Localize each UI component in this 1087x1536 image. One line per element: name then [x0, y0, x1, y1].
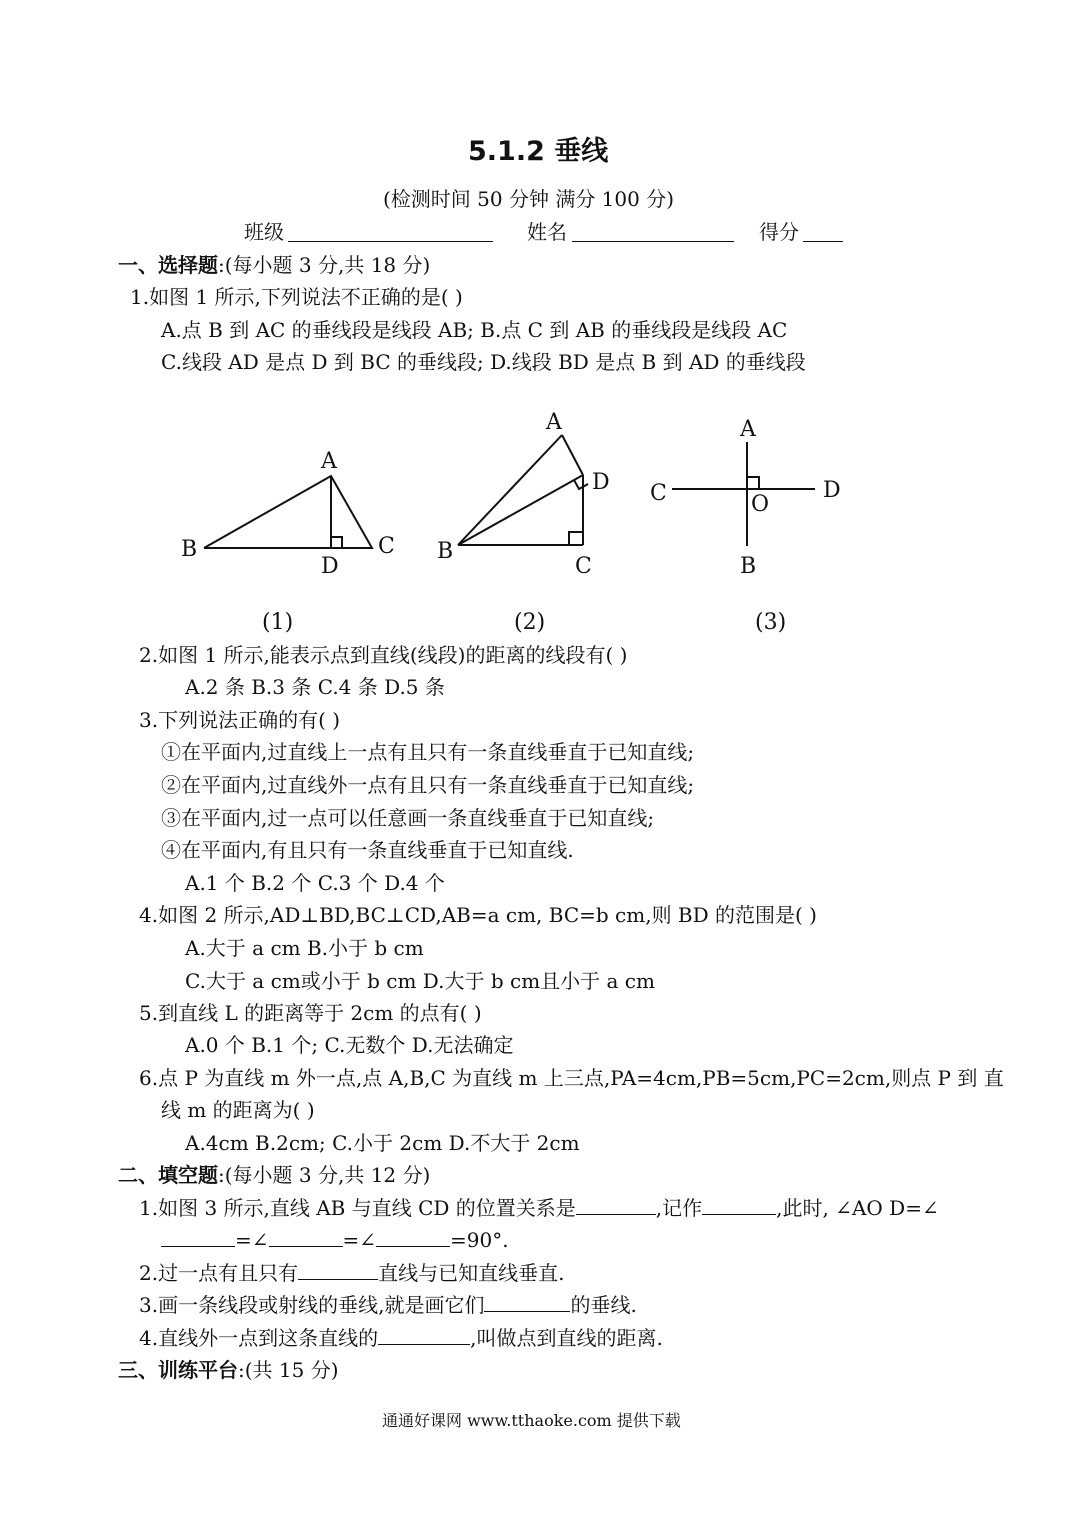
fig3-label-a: A: [740, 417, 756, 442]
q6-stem-line2: 线 m 的距离为( ): [161, 1098, 315, 1122]
fig2-right-angle-c: [569, 532, 583, 545]
fig2-ad: [562, 435, 583, 475]
q3-options: A.1 个 B.2 个 C.3 个 D.4 个: [185, 871, 445, 895]
fig2-ab: [458, 435, 562, 545]
fill-q4-text-a: 4.直线外一点到这条直线的: [139, 1326, 379, 1350]
q5-options: A.0 个 B.1 个; C.无数个 D.无法确定: [185, 1033, 514, 1057]
section3-title: 三、训练平台: [118, 1358, 238, 1382]
q1-options-ab: A.点 B 到 AC 的垂线段是线段 AB; B.点 C 到 AB 的垂线段是线段 AC: [161, 318, 788, 342]
section1-note: :(每小题 3 分,共 18 分): [218, 253, 431, 277]
section3-heading: [118, 1360, 339, 1380]
fig1-label-c: C: [378, 534, 395, 559]
fig1-caption: (1): [262, 610, 294, 635]
section2-title: 二、填空题: [118, 1163, 218, 1187]
fill-q2: [139, 1263, 564, 1283]
fig3-label-c: C: [650, 481, 667, 506]
q3-stem: 3.下列说法正确的有( ): [139, 708, 341, 732]
fig3-label-b: B: [740, 554, 757, 579]
q4-stem: 4.如图 2 所示,AD⊥BD,BC⊥CD,AB=a cm, BC=b cm,则 BD 的范围是( ): [139, 903, 817, 927]
fill-q2-text-b: 直线与已知直线垂直.: [378, 1261, 565, 1285]
fill-q3-text-b: 的垂线.: [570, 1293, 637, 1317]
fill-q4-text-b: ,叫做点到直线的距离.: [470, 1326, 663, 1350]
fill-q4: [139, 1328, 663, 1348]
name-label: 姓名: [527, 220, 567, 244]
fill-q1-text-d: =∠: [235, 1228, 269, 1252]
q3-statement-2: ②在平面内,过直线外一点有且只有一条直线垂直于已知直线;: [161, 773, 695, 797]
fill-q1-text-a: 1.如图 3 所示,直线 AB 与直线 CD 的位置关系是: [139, 1196, 576, 1220]
fill-q3-text-a: 3.画一条线段或射线的垂线,就是画它们: [139, 1293, 485, 1317]
q1-stem: 1.如图 1 所示,下列说法不正确的是( ): [130, 285, 463, 309]
q4-options-cd: C.大于 a cm或小于 b cm D.大于 b cm且小于 a cm: [185, 969, 655, 993]
q3-statement-4: ④在平面内,有且只有一条直线垂直于已知直线.: [161, 838, 574, 862]
q6-stem-line1: 6.点 P 为直线 m 外一点,点 A,B,C 为直线 m 上三点,PA=4cm,PB=5cm,PC=2cm,则点 P 到 直: [139, 1066, 1004, 1090]
fig2-label-c: C: [575, 554, 592, 579]
section1-title: 一、选择题: [118, 253, 218, 277]
figure-1: [181, 449, 395, 635]
fill-q1-blank-notation[interactable]: [702, 1213, 776, 1215]
q1-options-cd: C.线段 AD 是点 D 到 BC 的垂线段; D.线段 BD 是点 B 到 AD 的垂线段: [161, 350, 806, 374]
fig2-label-b: B: [437, 539, 454, 564]
q3-statement-1: ①在平面内,过直线上一点有且只有一条直线垂直于已知直线;: [161, 740, 695, 764]
fig1-label-d: D: [321, 554, 339, 579]
fig2-caption: (2): [514, 610, 546, 635]
q5-stem: 5.到直线 L 的距离等于 2cm 的点有( ): [139, 1001, 482, 1025]
fill-q2-text-a: 2.过一点有且只有: [139, 1261, 299, 1285]
section3-note: :(共 15 分): [238, 1358, 339, 1382]
subtitle: (检测时间 50 分钟 满分 100 分): [383, 187, 675, 211]
fill-q1-blank-relation[interactable]: [576, 1213, 656, 1215]
fill-q1-line1: [139, 1198, 939, 1218]
fill-q1-text-e: =∠: [342, 1228, 377, 1252]
figure-3: [650, 417, 841, 635]
footer-text: 通通好课网 www.tthaoke.com 提供下载: [382, 1411, 681, 1430]
fill-q1-line2: [161, 1230, 509, 1250]
q3-statement-3: ③在平面内,过一点可以任意画一条直线垂直于已知直线;: [161, 806, 655, 830]
fill-q3: [139, 1295, 637, 1315]
fill-q2-blank[interactable]: [298, 1278, 378, 1280]
fill-q1-text-f: =90°.: [450, 1228, 509, 1252]
fig1-label-b: B: [181, 537, 198, 562]
fig2-bd: [458, 475, 583, 545]
fill-q1-blank-angle2[interactable]: [269, 1245, 343, 1247]
fig3-label-o: O: [751, 492, 770, 517]
figure-2: [437, 410, 610, 635]
fig2-label-a: A: [546, 410, 562, 435]
page-title: 5.1.2 垂线: [468, 136, 609, 167]
section2-note: :(每小题 3 分,共 12 分): [218, 1163, 431, 1187]
q2-options: A.2 条 B.3 条 C.4 条 D.5 条: [185, 675, 445, 699]
score-label: 得分: [759, 220, 799, 244]
fig1-label-a: A: [321, 449, 337, 474]
q2-stem: 2.如图 1 所示,能表示点到直线(线段)的距离的线段有( ): [139, 643, 628, 667]
fig1-triangle: [204, 476, 372, 548]
fig2-label-d: D: [592, 470, 610, 495]
q4-options-ab: A.大于 a cm B.小于 b cm: [185, 936, 424, 960]
figures: [0, 0, 1087, 640]
fig2-right-angle-d: [574, 480, 588, 489]
class-label: 班级: [244, 220, 284, 244]
fig1-right-angle: [331, 537, 342, 548]
fig3-caption: (3): [755, 610, 787, 635]
q6-options: A.4cm B.2cm; C.小于 2cm D.不大于 2cm: [185, 1131, 580, 1155]
fill-q1-text-b: ,记作: [655, 1196, 703, 1220]
fill-q1-blank-angle1[interactable]: [161, 1245, 235, 1247]
fill-q3-blank[interactable]: [484, 1310, 570, 1312]
fill-q1-text-c: ,此时, ∠AO D=∠: [776, 1196, 939, 1220]
section2-heading: [118, 1165, 430, 1185]
fig3-right-angle: [747, 477, 759, 489]
fill-q4-blank[interactable]: [378, 1343, 470, 1345]
fig3-label-d: D: [823, 478, 841, 503]
fill-q1-blank-angle3[interactable]: [376, 1245, 450, 1247]
